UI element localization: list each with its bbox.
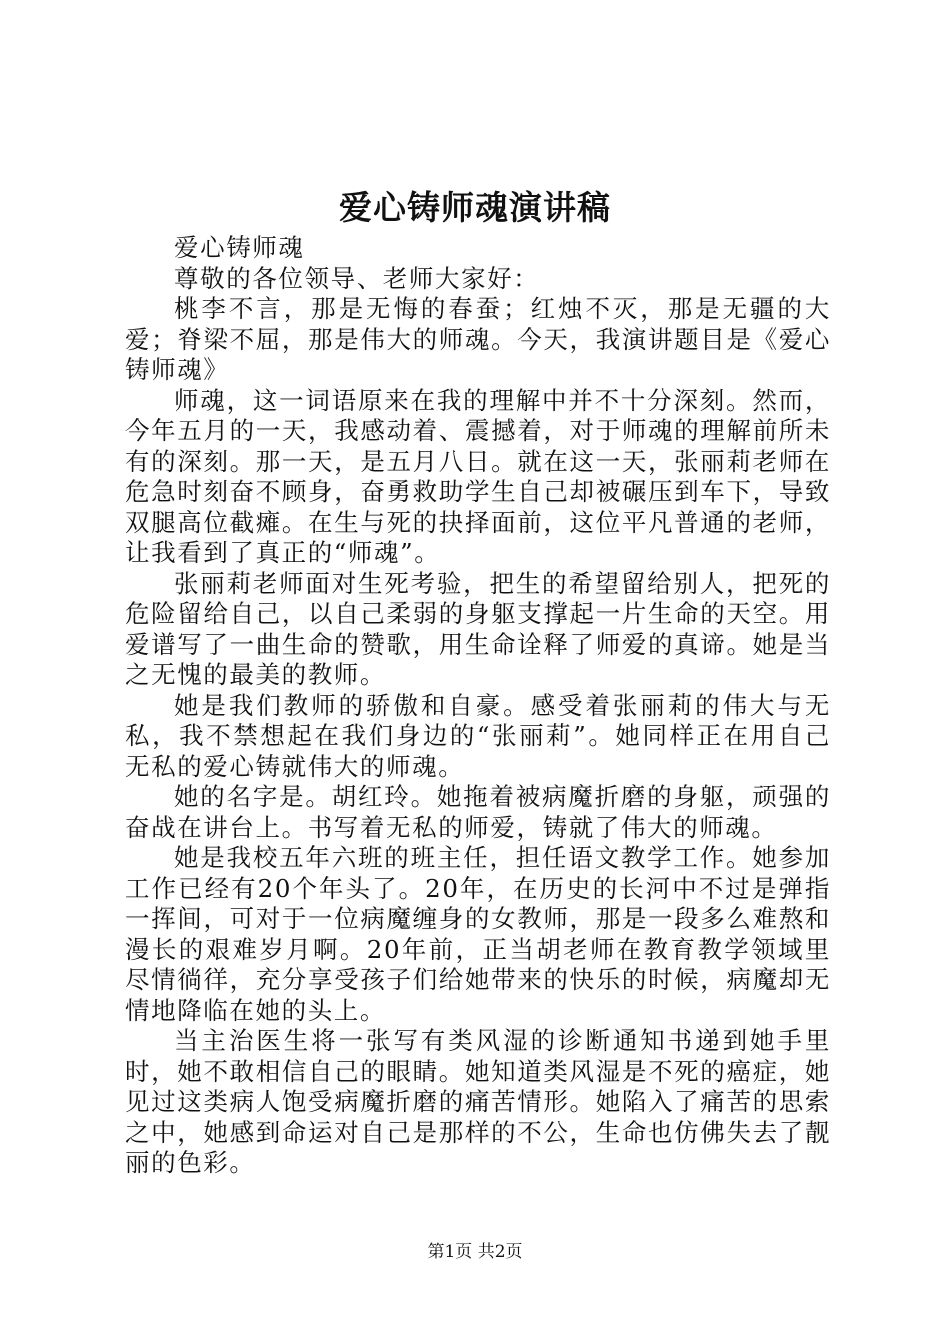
paragraph: 她是我校五年六班的班主任，担任语文教学工作。她参加工作已经有20个年头了。20年，在历史的长河中不过是弹指一挥间，可对于一位病魔缠身的女教师，那是一段多么难熬和漫长的艰难岁月啊。20年前，正当胡老师在教育教学领域里尽情徜徉，充分享受孩子们给她带来的快乐的时候，病魔却无情地降临在她的头上。 xyxy=(125,843,831,1025)
document-body xyxy=(125,233,831,1179)
paragraph: 爱心铸师魂 xyxy=(174,233,305,262)
paragraph: 师魂，这一词语原来在我的理解中并不十分深刻。然而，今年五月的一天，我感动着、震撼着，对于师魂的理解前所未有的深刻。那一天，是五月八日。就在这一天，张丽莉老师在危急时刻奋不顾身，奋勇救助学生自己却被碾压到车下，导致双腿高位截瘫。在生与死的抉择面前，这位平凡普通的老师，让我看到了真正的“师魂”。 xyxy=(125,385,831,567)
paragraph: 张丽莉老师面对生死考验，把生的希望留给别人，把死的危险留给自己，以自己柔弱的身躯支撑起一片生命的天空。用爱谱写了一曲生命的赞歌，用生命诠释了师爱的真谛。她是当之无愧的最美的教师。 xyxy=(125,568,831,689)
paragraph: 桃李不言，那是无悔的春蚕；红烛不灭，那是无疆的大爱；脊梁不屈，那是伟大的师魂。今天，我演讲题目是《爱心铸师魂》 xyxy=(125,294,831,384)
paragraph: 她是我们教师的骄傲和自豪。感受着张丽莉的伟大与无私，我不禁想起在我们身边的“张丽莉”。她同样正在用自己无私的爱心铸就伟大的师魂。 xyxy=(125,690,831,781)
paragraph: 她的名字是。胡红玲。她拖着被病魔折磨的身躯，顽强的奋战在讲台上。书写着无私的师爱，铸就了伟大的师魂。 xyxy=(125,782,831,842)
document-title: 爱心铸师魂演讲稿 xyxy=(339,188,611,227)
page-footer: 第1页 共2页 xyxy=(427,1242,523,1262)
paragraph: 当主治医生将一张写有类风湿的诊断通知书递到她手里时，她不敢相信自己的眼睛。她知道类风湿是不死的癌症，她见过这类病人饱受病魔折磨的痛苦情形。她陷入了痛苦的思索之中，她感到命运对自己是那样的不公，生命也仿佛失去了靓丽的色彩。 xyxy=(125,1026,831,1177)
paragraph: 尊敬的各位领导、老师大家好： xyxy=(174,263,540,293)
